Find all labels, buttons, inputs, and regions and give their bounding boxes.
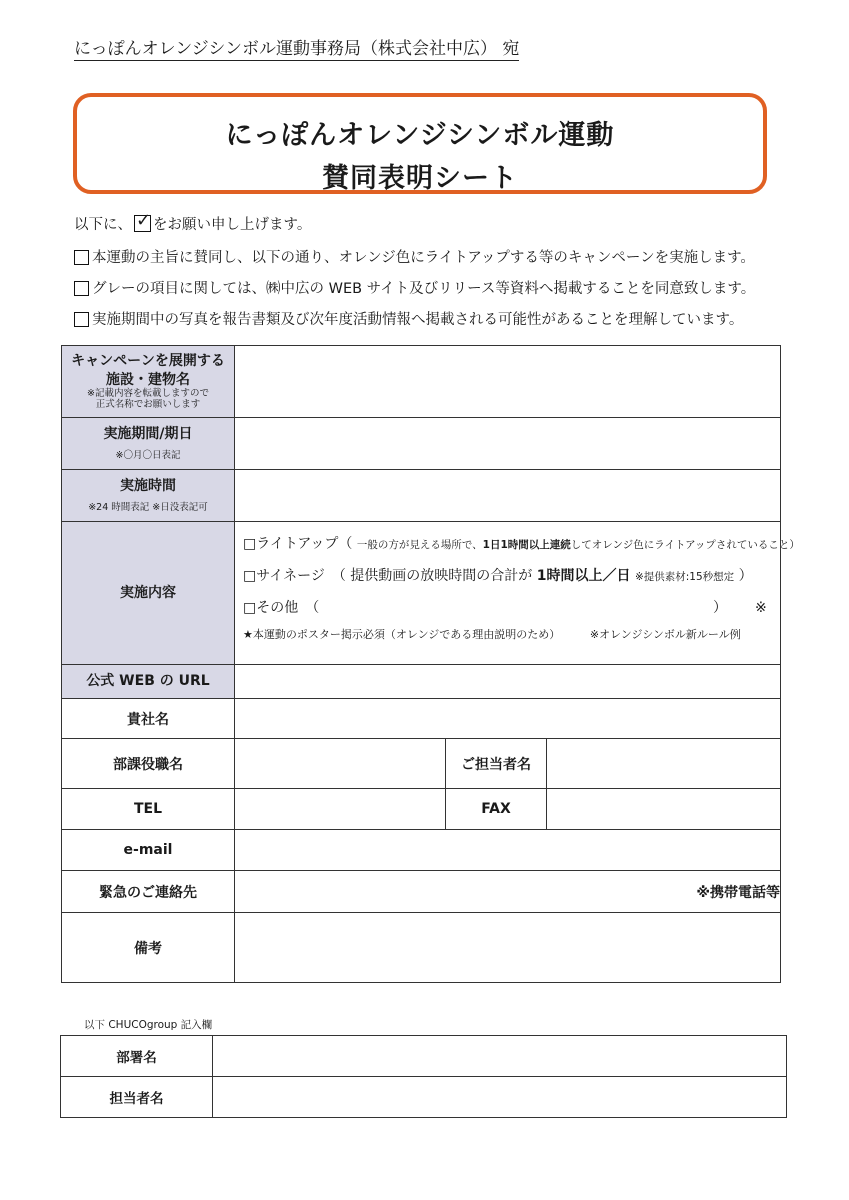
other-label: その他 （ (256, 600, 320, 616)
row-company (62, 699, 781, 739)
emergency-label: 緊急のご連絡先 (99, 884, 197, 901)
period-input[interactable] (235, 418, 781, 470)
company-input[interactable] (235, 699, 781, 739)
consent-text-3: 実施期間中の写真を報告書類及び次年度活動情報へ掲載される可能性があることを理解しています。 (92, 312, 744, 328)
facility-label-1: キャンペーンを展開する (71, 353, 225, 370)
email-label: e-mail (123, 842, 173, 858)
fax-input[interactable] (547, 789, 781, 830)
row-department (62, 739, 781, 789)
contact-person-label: ご担当者名 (461, 756, 531, 773)
facility-input[interactable] (235, 346, 781, 418)
tel-label: TEL (133, 801, 163, 817)
tel-label-cell (62, 789, 235, 830)
application-form-table (61, 345, 800, 983)
row-email (62, 830, 781, 871)
emergency-label-cell (62, 871, 235, 913)
row-emergency (62, 871, 781, 913)
intro-text (74, 213, 311, 234)
chuco-caption: 以下 CHUCOgroup 記入欄 (84, 1019, 213, 1031)
title-line-1: にっぽんオレンジシンボル運動 (225, 120, 615, 151)
company-label: 貴社名 (127, 711, 169, 728)
checked-box-icon (134, 215, 151, 232)
facility-label-2: 施設・建物名 (106, 371, 190, 388)
option-signage[interactable] (235, 560, 780, 592)
consent-text-1: 本運動の主旨に賛同し、以下の通り、オレンジ色にライトアップする等のキャンペーンを実施します。 (92, 250, 755, 266)
intro-after: をお願い申し上げます。 (153, 217, 312, 233)
option-lightup[interactable] (235, 528, 800, 560)
url-label-cell (62, 665, 235, 699)
fax-label: FAX (481, 801, 511, 817)
row-facility (62, 346, 781, 418)
content-label: 実施内容 (120, 584, 176, 601)
consent-checkbox-3[interactable] (74, 312, 89, 327)
period-note: ※〇月〇日表記 (115, 450, 181, 462)
url-label: 公式 WEB の URL (86, 673, 210, 690)
email-input[interactable] (235, 830, 781, 871)
contact-person-label-cell (446, 739, 547, 789)
intro-before: 以下に、 (74, 217, 132, 233)
consent-line-3 (74, 308, 743, 329)
chuco-department-label: 部署名 (61, 1036, 213, 1077)
emergency-note: ※携帯電話等 (696, 884, 781, 901)
lightup-note-1: 一般の方が見える場所で、 (356, 539, 483, 551)
other-close: ） (713, 600, 727, 616)
contact-person-input[interactable] (547, 739, 781, 789)
chuco-department-input[interactable] (213, 1036, 787, 1077)
chuco-person-label: 担当者名 (61, 1077, 213, 1118)
lightup-note-2: してオレンジ色にライトアップされていること） (570, 539, 800, 551)
other-mark: ※ (755, 600, 767, 616)
remarks-label: 備考 (134, 940, 162, 957)
chuco-row-person (61, 1077, 787, 1118)
period-label-cell (62, 418, 235, 470)
row-time (62, 470, 781, 522)
consent-checkbox-2[interactable] (74, 281, 89, 296)
other-checkbox[interactable]: □ (243, 600, 257, 616)
lightup-checkbox[interactable]: □ (243, 536, 257, 552)
signage-checkbox[interactable]: □ (243, 568, 257, 584)
time-input[interactable] (235, 470, 781, 522)
chuco-person-input[interactable] (213, 1077, 787, 1118)
department-input[interactable] (235, 739, 446, 789)
signage-label: サイネージ （ 提供動画の放映時間の合計が (256, 568, 537, 584)
time-note: ※24 時間表記 ※日没表記可 (88, 502, 208, 514)
company-label-cell (62, 699, 235, 739)
row-period (62, 418, 781, 470)
remarks-input[interactable] (235, 913, 781, 983)
poster-note: ★本運動のポスター掲示必須（オレンジである理由説明のため） (243, 628, 561, 641)
fax-label-cell (446, 789, 547, 830)
period-label: 実施期間/期日 (103, 425, 193, 442)
content-label-cell (62, 522, 235, 665)
signage-close: ） (738, 568, 753, 584)
signage-bold: 1時間以上／日 (536, 568, 631, 584)
addressee-line: にっぽんオレンジシンボル運動事務局（株式会社中広） 宛 (74, 34, 519, 61)
facility-note-1: ※記載内容を転載しますので (87, 387, 209, 399)
consent-line-1 (74, 246, 755, 267)
chuco-row-department (61, 1036, 787, 1077)
row-tel-fax (62, 789, 781, 830)
poster-note-line (235, 624, 780, 646)
chuco-table (60, 1035, 787, 1118)
row-content (62, 522, 781, 665)
remarks-label-cell (62, 913, 235, 983)
content-options-cell (235, 522, 800, 665)
email-label-cell (62, 830, 235, 871)
tel-input[interactable] (235, 789, 446, 830)
time-label-cell (62, 470, 235, 522)
department-label-cell (62, 739, 235, 789)
option-other[interactable] (235, 592, 780, 624)
lightup-note-bold: 1日1時間以上連続 (482, 539, 571, 551)
time-label: 実施時間 (120, 477, 176, 494)
consent-line-2 (74, 277, 755, 298)
title-line-2: 賛同表明シート (322, 163, 518, 194)
consent-text-2: グレーの項目に関しては、㈱中広の WEB サイト及びリリース等資料へ掲載することを同意致します。 (92, 281, 756, 297)
row-remarks (62, 913, 781, 983)
title-box (73, 93, 767, 194)
lightup-label: ライトアップ（ (256, 536, 353, 552)
rule-note: ※オレンジシンボル新ルール例 (589, 628, 741, 641)
facility-note-2: 正式名称でお願いします (95, 398, 201, 410)
facility-label-cell (62, 346, 235, 418)
emergency-input[interactable] (235, 871, 781, 913)
consent-checkbox-1[interactable] (74, 250, 89, 265)
signage-note: ※提供素材:15秒想定 (634, 571, 735, 583)
row-url (62, 665, 781, 699)
department-label: 部課役職名 (113, 756, 183, 773)
url-input[interactable] (235, 665, 781, 699)
